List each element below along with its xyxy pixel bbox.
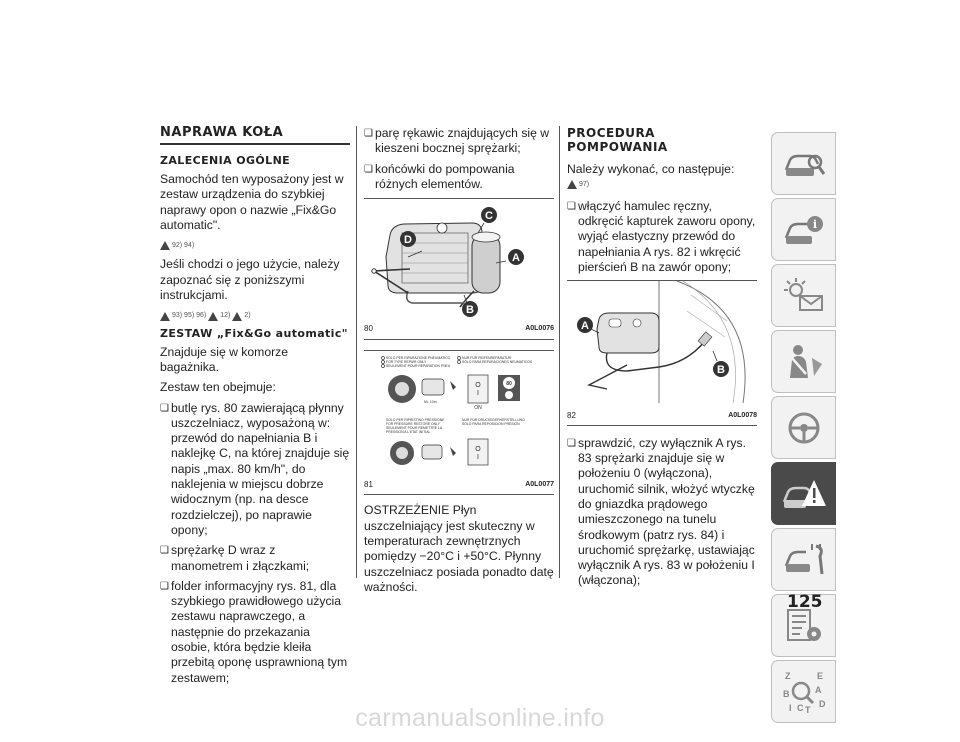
sealant-warning: OSTRZEŻENIE Płyn uszczelniający jest skuteczny w temperaturach zewnętrznych pomiędzy −20°C i +50°C. Płynny uszczelniacz posiada ponadto datę ważności. [364, 503, 554, 594]
svg-text:SEULEMENT POUR REMETTRE LA: SEULEMENT POUR REMETTRE LA [386, 425, 443, 430]
procedure-steps-1 [567, 199, 757, 275]
svg-text:I: I [477, 453, 479, 461]
svg-text:Z: Z [784, 670, 790, 681]
svg-text:i: i [812, 217, 817, 231]
subsection-title-kit: ZESTAW „Fix&Go automatic" [160, 326, 348, 340]
callout-b [713, 361, 729, 377]
svg-text:Mr. 10m: Mr. 10m [424, 399, 437, 404]
figure-number: 82 [567, 410, 576, 420]
list-item: ❏ końcówki do pompowania różnych elementów. [364, 162, 554, 193]
column-2 [364, 126, 554, 600]
column-divider [356, 126, 357, 578]
figure-number: 81 [364, 480, 373, 490]
svg-text:80: 80 [506, 380, 512, 387]
svg-text:SOLO PARA REPOSICION PRESION: SOLO PARA REPOSICION PRESION [462, 421, 520, 426]
tab-safety[interactable] [771, 330, 836, 393]
svg-text:D: D [818, 698, 825, 709]
svg-text:NUR FUR REIFENREPARATUR: NUR FUR REIFENREPARATUR [462, 355, 512, 360]
column-1 [160, 126, 350, 691]
info-folder-illustration [364, 351, 554, 473]
figure-81 [364, 350, 554, 496]
svg-text:C: C [796, 702, 803, 713]
kit-contents-list [160, 401, 350, 686]
figure-82 [567, 280, 757, 426]
procedure-intro: Należy wykonać, co następuje: 97) [567, 162, 757, 194]
tab-lights-messages[interactable] [771, 264, 836, 327]
figure-caption [567, 408, 757, 426]
column-3 [567, 126, 757, 594]
svg-text:SEULEMENT POUR REPARATION PNEU: SEULEMENT POUR REPARATION PNEU [386, 363, 451, 368]
callout-a [577, 317, 593, 333]
figure-caption [364, 477, 554, 495]
svg-text:E: E [816, 670, 823, 681]
svg-text:FOR PRESSURE RESTORE ONLY: FOR PRESSURE RESTORE ONLY [386, 421, 440, 426]
tab-dashboard-info[interactable] [771, 198, 836, 261]
svg-text:B: B [466, 304, 474, 317]
warning-triangle-icon [160, 312, 170, 321]
tyre-icon [388, 375, 416, 403]
car-search-icon [782, 144, 826, 184]
list-item: ❏ włączyć hamulec ręczny, odkręcić kapturek zaworu opony, wyjąć elastyczny przewód do napełniania A rys. 82 i wkręcić pierścień B na zawór opony; [567, 199, 757, 275]
svg-text:B: B [717, 364, 725, 377]
warning-ref-2: 93) 95) 96) 12) 2) [160, 308, 350, 323]
watermark: carmanualsonline.info [355, 704, 605, 732]
figure-number: 80 [364, 324, 373, 334]
chapter-tabs [771, 132, 836, 726]
subsection-title-general: ZALECENIA OGÓLNE [160, 154, 291, 167]
svg-text:A: A [814, 684, 821, 695]
svg-text:D: D [404, 234, 412, 247]
title-rule [160, 143, 350, 145]
svg-text:I: I [477, 389, 479, 397]
figure-code: A0L0076 [525, 325, 554, 333]
light-mail-icon [782, 276, 826, 316]
paragraph-instructions: Jeśli chodzi o jego użycie, należy zapoznać się z poniższymi instrukcjami. [160, 257, 340, 303]
tab-emergency[interactable] [771, 462, 836, 525]
callout-d [400, 231, 416, 247]
column-divider [559, 126, 560, 578]
svg-text:NUR FUR DRUCKEDERHERSTELLUNG: NUR FUR DRUCKEDERHERSTELLUNG [462, 417, 525, 422]
warning-car-icon [782, 474, 826, 514]
tab-starting-driving[interactable] [771, 396, 836, 459]
kit-contents-list-cont [364, 126, 554, 192]
warning-ref-1: 92) 94) [160, 238, 350, 253]
svg-text:SOLO PARA REPARACIONES NEUMATI: SOLO PARA REPARACIONES NEUMATICOS [462, 359, 533, 364]
figure-code: A0L0078 [728, 411, 757, 419]
svg-text:O: O [475, 381, 481, 389]
warning-ref: 97) [567, 177, 589, 192]
svg-text:PRESSION A L'ETAT INITIAL: PRESSION A L'ETAT INITIAL [386, 429, 431, 434]
svg-text:C: C [485, 210, 493, 223]
list-item: ❏ butlę rys. 80 zawierającą płynny uszczelniacz, wyposażoną w: przewód do napełniania B i naklejkę C, na której znajduje się napis „max. 80 km/h", do naklejenia w miejscu dobrze widocznym (np. na desce rozdzielczej), po naprawie opony; [160, 401, 350, 539]
car-wrench-icon [782, 540, 826, 580]
list-item: ❏ folder informacyjny rys. 81, dla szybkiego prawidłowego użycia zestawu naprawczego, a następnie do przekazania osobie, która będzie kleiła przebitą oponę usprawnioną tym zestawem; [160, 579, 350, 686]
compressor-kit-illustration [364, 199, 554, 317]
page-number: 125 [787, 592, 823, 612]
figure-80 [364, 198, 554, 340]
paragraph-location: Znajduje się w komorze bagażnika. [160, 344, 289, 374]
section-title-inflation: PROCEDURA POMPOWANIA [567, 126, 668, 154]
svg-text:FOR TYRE REPAIR ONLY: FOR TYRE REPAIR ONLY [386, 359, 427, 364]
warning-triangle-icon [160, 241, 170, 250]
procedure-steps-2 [567, 436, 757, 589]
callout-b [462, 301, 478, 317]
svg-text:O: O [475, 445, 481, 453]
tab-maintenance[interactable] [771, 528, 836, 591]
list-item: ❏ sprężarkę D wraz z manometrem i złączkami; [160, 543, 350, 574]
tab-knowing-car[interactable] [771, 132, 836, 195]
figure-caption [364, 321, 554, 339]
callout-a [508, 249, 524, 265]
warning-triangle-icon [208, 312, 218, 321]
car-info-icon [782, 210, 826, 250]
steering-wheel-icon [782, 408, 826, 448]
svg-text:B: B [782, 688, 789, 699]
svg-text:T: T [804, 704, 810, 715]
svg-text:SOLO PER RIPARAZIONE PNEUMATIC: SOLO PER RIPARAZIONE PNEUMATICO [386, 355, 451, 360]
svg-text:A: A [512, 252, 520, 265]
svg-text:A: A [581, 320, 589, 333]
figure-code: A0L0077 [525, 481, 554, 489]
list-item: ❏ sprawdzić, czy wyłącznik A rys. 83 sprężarki znajduje się w położeniu 0 (wyłączona), uruchomić silnik, włożyć wtyczkę do gniazdka prądowego umieszczonego na tunelu środkowym (patrz rys. 84) i uruchomić sprężarkę, ustawiając wyłącznik A rys. 83 w położeniu I (włączona); [567, 436, 757, 589]
compressor-connected-illustration [567, 281, 757, 403]
warning-triangle-icon [232, 312, 242, 321]
svg-text:SOLO PER RIPRISTINO PRESSIONE: SOLO PER RIPRISTINO PRESSIONE [386, 417, 445, 422]
svg-text:ON: ON [474, 404, 482, 411]
seatbelt-person-icon [782, 342, 826, 382]
paragraph-contents: Zestaw ten obejmuje: [160, 380, 276, 395]
speed-limit-sticker [498, 375, 520, 401]
warning-triangle-icon [567, 180, 577, 189]
svg-text:I: I [788, 702, 792, 713]
paragraph-kit-intro: Samochód ten wyposażony jest w zestaw urządzenia do szybkiej naprawy opon o nazwie „Fix&Go automatic". [160, 172, 344, 232]
callout-c [481, 207, 497, 223]
list-item: ❏ parę rękawic znajdujących się w kieszeni bocznej sprężarki; [364, 126, 554, 157]
section-title: NAPRAWA KOŁA [160, 125, 284, 140]
